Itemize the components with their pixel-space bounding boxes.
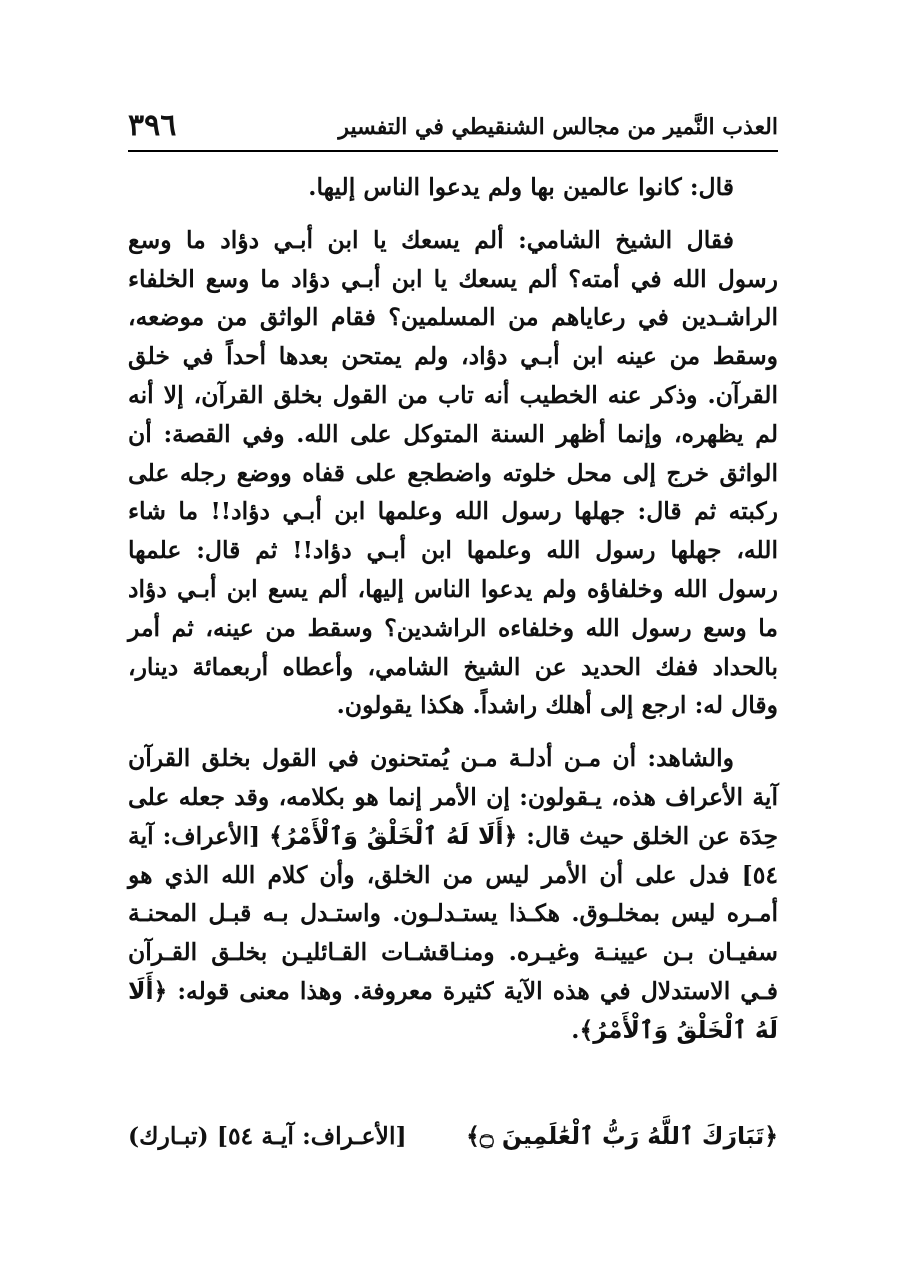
verse-reference: [الأعـراف: آيـة ٥٤] (تبـارك) xyxy=(128,1122,407,1150)
paragraph-3-part-b: [الأعراف: آية ٥٤] فدل على أن الأمر ليس من الخلق، وأن كلام الله الذي هو أمـره ليس بمخلـوق. هكـذا يستـدلـون. واستـدل بـه قبـل المحنـة سفيـان بـن عيينـة وغيـره. ومنـاقشـات القـائليـن بخلـق القـرآن فـي الاستدلال في هذه الآية كثيرة معروفة. وهذا معنى قوله: xyxy=(128,821,778,1005)
quran-verse-1: ﴿أَلَا لَهُ ٱلْخَلْقُ وَٱلْأَمْرُ﴾ xyxy=(269,821,518,850)
quran-verse-heading: ﴿تَبَارَكَ ٱللَّهُ رَبُّ ٱلْعَٰلَمِينَ ۝﴾ xyxy=(466,1122,778,1150)
page-header xyxy=(128,110,778,150)
paragraph-1: قال: كانوا عالمين بها ولم يدعوا الناس إليها. xyxy=(308,173,734,201)
running-title: العذب النَّمير من مجالس الشنقيطي في التفسير xyxy=(338,114,778,140)
page-number: ٣٩٦ xyxy=(128,108,177,143)
body-text xyxy=(128,168,778,1050)
header-divider xyxy=(128,150,778,152)
paragraph-3 xyxy=(128,739,778,1049)
paragraph-3-part-c: . xyxy=(571,1015,580,1044)
verse-heading-line xyxy=(128,1116,778,1156)
quran-verse-2: ﴿أَلَا لَهُ ٱلْخَلْقُ وَٱلْأَمْرُ﴾ xyxy=(128,976,778,1044)
paragraph-2: فقال الشيخ الشامي: ألم يسعك يا ابن أبـي دؤاد ما وسع رسول الله في أمته؟ ألم يسعك يا ابن أبـي دؤاد ما وسع الخلفاء الراشـدين في رعاياهم من المسلمين؟ فقام الواثق من موضعه، وسقط من عينه ابن أبـي دؤاد، ولم يمتحن بعدها أحداً في خلق القرآن. وذكر عنه الخطيب أنه تاب من القول بخلق القرآن، إلا أنه لم يظهره، وإنما أظهر السنة المتوكل على الله. وفي القصة: أن الواثق خرج إلى محل خلوته واضطجع على قفاه ووضع رجله على ركبته ثم قال: جهلها رسول الله وعلمها ابن أبـي دؤاد!! ما شاء الله، جهلها رسول الله وعلمها ابن أبـي دؤاد!! ثم قال: علمها رسول الله وخلفاؤه ولم يدعوا الناس إليها، ألم يسع ابن أبـي دؤاد ما وسع رسول الله وخلفاءه الراشدين؟ وسقط من عينه، ثم أمر بالحداد ففك الحديد عن الشيخ الشامي، وأعطاه أربعمائة دينار، وقال له: ارجع إلى أهلك راشداً. هكذا يقولون. xyxy=(128,225,778,720)
paragraph-3-part-a: والشاهد: أن مـن أدلـة مـن يُمتحنون في القول بخلق القرآن آية الأعراف هذه، يـقولون: إن الأمر إنما هو بكلامه، وقد جعله على حِدَة عن الخلق حيث قال: xyxy=(128,744,779,850)
